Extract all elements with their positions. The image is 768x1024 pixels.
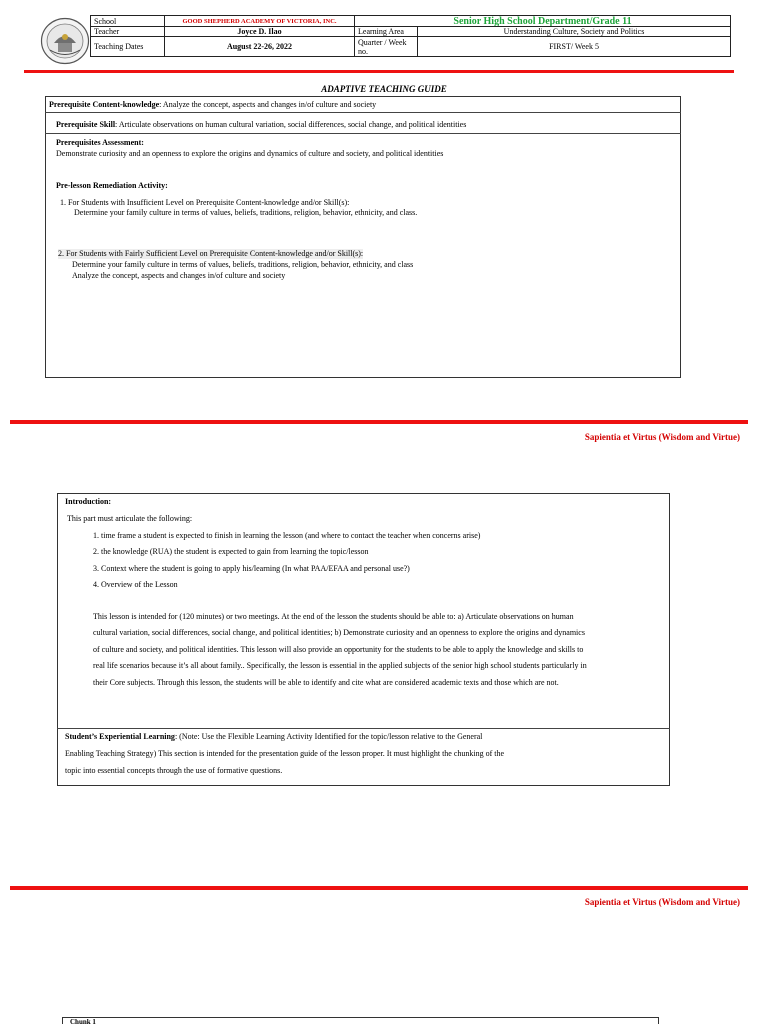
prereq-skill-line — [56, 120, 466, 130]
motto-footer-2: Sapientia et Virtus (Wisdom and Virtue) — [584, 897, 740, 907]
remediation-item2-title: 2. For Students with Fairly Sufficient Level on Prerequisite Content-knowledge and/or Skill(s): — [58, 249, 364, 258]
intro-divider — [57, 728, 670, 729]
header-red-rule — [24, 70, 734, 73]
remediation-label: Pre-lesson Remediation Activity: — [56, 181, 168, 190]
skill-divider — [45, 133, 681, 134]
quarter-label-line1: Quarter / Week — [358, 37, 407, 47]
prereq-content-label: Prerequisite Content-knowledge — [49, 100, 160, 109]
experiential-text-line: topic into essential concepts through the use of formative questions. — [65, 766, 283, 775]
intro-sub: This part must articulate the following: — [67, 514, 193, 523]
intro-label: Introduction: — [65, 497, 112, 506]
chunk-label: Chunk 1 — [70, 1018, 96, 1024]
quarter-label-line2: no. — [358, 46, 368, 56]
prereq-skill-label: Prerequisite Skill — [56, 120, 116, 129]
intro-list-item: 1. time frame a student is expected to finish in learning the lesson (and where to contact the teacher when concerns arise) — [93, 531, 481, 540]
experiential-text: : (Note: Use the Flexible Learning Activity Identified for the topic/lesson relative to the General — [174, 732, 483, 741]
motto-footer: Sapientia et Virtus (Wisdom and Virtue) — [584, 432, 740, 442]
school-seal-logo — [40, 17, 90, 65]
page-title: ADAPTIVE TEACHING GUIDE — [321, 84, 447, 94]
remediation-item2-text2: Analyze the concept, aspects and changes in/of culture and society — [72, 271, 286, 280]
department-text: Senior High School Department/Grade 11 — [453, 15, 632, 27]
prereq-content-text: : Analyze the concept, aspects and changes in/of culture and society — [159, 100, 377, 109]
assessment-label: Prerequisites Assessment: — [56, 138, 144, 147]
intro-paragraph-line: This lesson is intended for (120 minutes) or two meetings. At the end of the lesson the students should be able to: a) Articulate observations on human — [93, 612, 574, 621]
dates-label: Teaching Dates — [91, 37, 165, 57]
quarter-label — [355, 37, 418, 57]
school-name-text: GOOD SHEPHERD ACADEMY OF VICTORIA, INC. — [182, 18, 337, 25]
page-break-red-rule-2 — [10, 886, 748, 890]
department-cell — [355, 16, 731, 27]
intro-paragraph-line: real life scenarios because it’s all about family.. Specifically, the lesson is essential in the applied subjects of the senior high school students particularly in — [93, 661, 587, 670]
page-break-red-rule — [10, 420, 748, 424]
assessment-text: Demonstrate curiosity and an openness to explore the origins and dynamics of culture and society, and political identities — [56, 149, 444, 158]
school-name — [165, 16, 355, 27]
intro-list-item: 3. Context where the student is going to apply his/learning (In what PAA/EFAA and personal use?) — [93, 564, 410, 573]
intro-list-item: 2. the knowledge (RUA) the student is expected to gain from learning the topic/lesson — [93, 547, 369, 556]
intro-paragraph-line: their Core subjects. Through this lesson, the students will be able to identify and cite what are considered academic texts and those which are not. — [93, 678, 559, 687]
header-info-table — [90, 15, 731, 57]
experiential-line — [65, 732, 482, 742]
chunk-box — [62, 1017, 659, 1024]
quarter-value: FIRST/ Week 5 — [418, 37, 731, 57]
prereq-skill-text: : Articulate observations on human cultural variation, social differences, social change, and political identities — [115, 120, 467, 129]
experiential-text-line: Enabling Teaching Strategy) This section is intended for the presentation guide of the lesson proper. It must highlight the chunking of the — [65, 749, 505, 758]
teacher-label: Teacher — [91, 27, 165, 37]
remediation-item1-title: 1. For Students with Insufficient Level on Prerequisite Content-knowledge and/or Skill(s): — [60, 198, 350, 207]
intro-list-item: 4. Overview of the Lesson — [93, 580, 178, 589]
learning-area-label: Learning Area — [355, 27, 418, 37]
prereq-divider — [45, 112, 681, 113]
experiential-label: Student’s Experiential Learning — [65, 732, 175, 741]
dates-value: August 22-26, 2022 — [165, 37, 355, 57]
intro-paragraph-line: of culture and society, and political identities. This lesson will also provide an opportunity for the students to be able to apply the knowledge and skills to — [93, 645, 584, 654]
prereq-content-line — [49, 100, 376, 110]
remediation-item1-text: Determine your family culture in terms of values, beliefs, traditions, religion, behavior, ethnicity, and class. — [74, 208, 418, 217]
learning-area-value: Understanding Culture, Society and Politics — [418, 27, 731, 37]
school-label: School — [91, 16, 165, 27]
intro-paragraph-line: cultural variation, social differences, social change, and political identities; b) Demonstrate curiosity and an openness to explore the origins and dynamics — [93, 628, 585, 637]
remediation-item2-text1: Determine your family culture in terms of values, beliefs, traditions, religion, behavior, ethnicity, and class — [72, 260, 414, 269]
teacher-name: Joyce D. Ilao — [165, 27, 355, 37]
